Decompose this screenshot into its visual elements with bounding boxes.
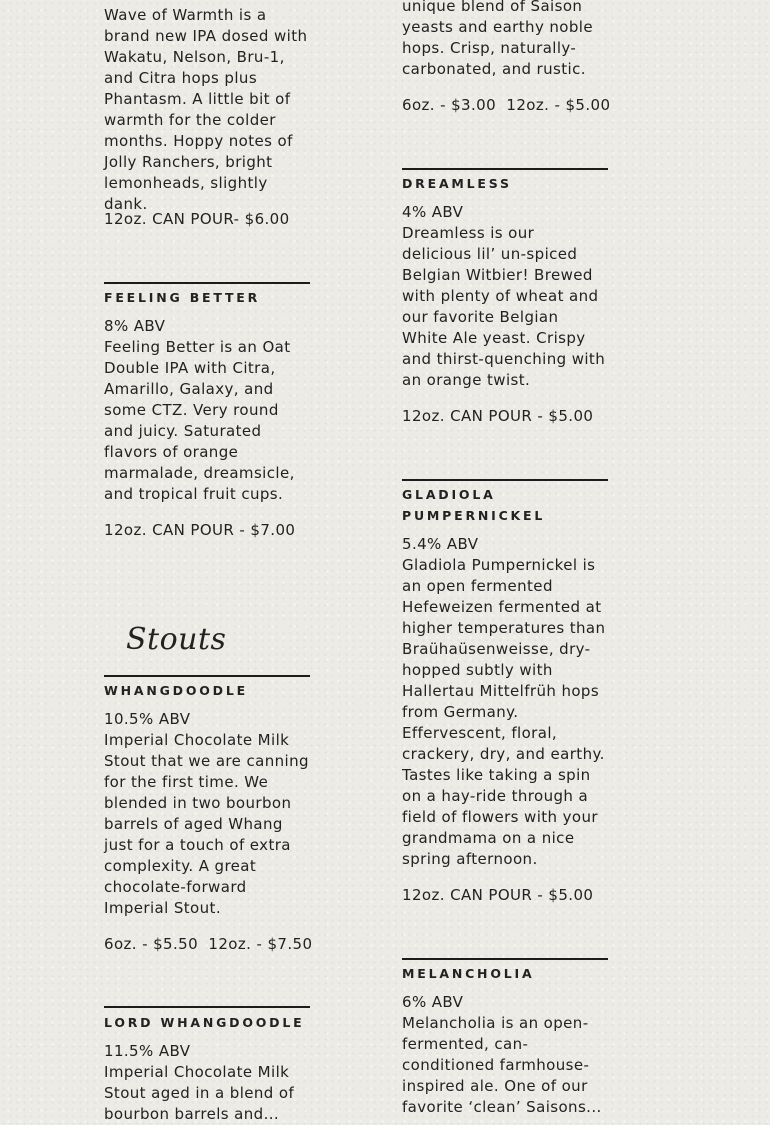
divider <box>104 282 310 284</box>
wave-of-warmth-price: 12oz. CAN POUR- $6.00 <box>104 210 290 228</box>
saison-description: unique blend of Saison yeasts and earthy noble hops. Crisp, naturally-carbonated, and rustic. <box>402 0 593 78</box>
lord-whangdoodle-abv: 11.5% ABV <box>104 1042 191 1060</box>
dreamless-description: Dreamless is our delicious lil’ un-spiced Belgian Witbier! Brewed with plenty of wheat and our favorite Belgian White Ale yeast. Crispy and thirst-quenching with an orange twist. <box>402 224 606 389</box>
feeling-better-price: 12oz. CAN POUR - $7.00 <box>104 521 296 539</box>
feeling-better-abv: 8% ABV <box>104 317 166 335</box>
melancholia-name: MELANCHOLIA <box>402 966 535 981</box>
gladiola-pumpernickel-description: Gladiola Pumpernickel is an open fermented Hefeweizen fermented at higher temperatures than Braühaüsenweisse, dry-hopped subtly with Hallertau Mittelfrüh hops from Germany. Effervescent, floral, crackery, dry, and earthy. Tastes like taking a spin on a hay-ride through a field of flowers with your grandmama on a nice spring afternoon. <box>402 556 606 868</box>
feeling-better-description: Feeling Better is an Oat Double IPA with Citra, Amarillo, Galaxy, and some CTZ. Very round and juicy. Saturated flavors of orange marmalade, dreamsicle, and tropical fruit cups. <box>104 338 295 503</box>
dreamless-price: 12oz. CAN POUR - $5.00 <box>402 407 594 425</box>
whangdoodle-name: WHANGDOODLE <box>104 683 248 698</box>
saison-price: 6oz. - $3.00 12oz. - $5.00 <box>402 96 611 114</box>
divider <box>104 675 310 677</box>
divider <box>402 479 608 481</box>
whangdoodle-price: 6oz. - $5.50 12oz. - $7.50 <box>104 935 313 953</box>
lord-whangdoodle-description: Imperial Chocolate Milk Stout aged in a blend of bourbon barrels and... <box>104 1063 295 1123</box>
gladiola-pumpernickel-abv: 5.4% ABV <box>402 535 479 553</box>
divider <box>402 168 608 170</box>
divider <box>402 958 608 960</box>
divider <box>104 1006 310 1008</box>
dreamless-abv: 4% ABV <box>402 203 464 221</box>
dreamless-name: DREAMLESS <box>402 176 512 191</box>
lord-whangdoodle-name: LORD WHANGDOODLE <box>104 1015 305 1030</box>
melancholia-description: Melancholia is an open-fermented, can-conditioned farmhouse-inspired ale. One of our favorite ‘clean’ Saisons... <box>402 1014 602 1116</box>
gladiola-pumpernickel-name: GLADIOLA PUMPERNICKEL <box>402 487 546 523</box>
melancholia-abv: 6% ABV <box>402 993 464 1011</box>
section-title-stouts: Stouts <box>126 622 227 657</box>
whangdoodle-description: Imperial Chocolate Milk Stout that we are canning for the first time. We blended in two bourbon barrels of aged Whang just for a touch of extra complexity. A great chocolate-forward Imperial Stout. <box>104 731 309 917</box>
gladiola-pumpernickel-price: 12oz. CAN POUR - $5.00 <box>402 886 594 904</box>
wave-of-warmth-description: Wave of Warmth is a brand new IPA dosed with Wakatu, Nelson, Bru-1, and Citra hops plus Phantasm. A little bit of warmth for the colder months. Hoppy notes of Jolly Ranchers, bright lemonheads, slightly dank. <box>104 6 308 213</box>
feeling-better-name: FEELING BETTER <box>104 290 261 305</box>
whangdoodle-abv: 10.5% ABV <box>104 710 191 728</box>
